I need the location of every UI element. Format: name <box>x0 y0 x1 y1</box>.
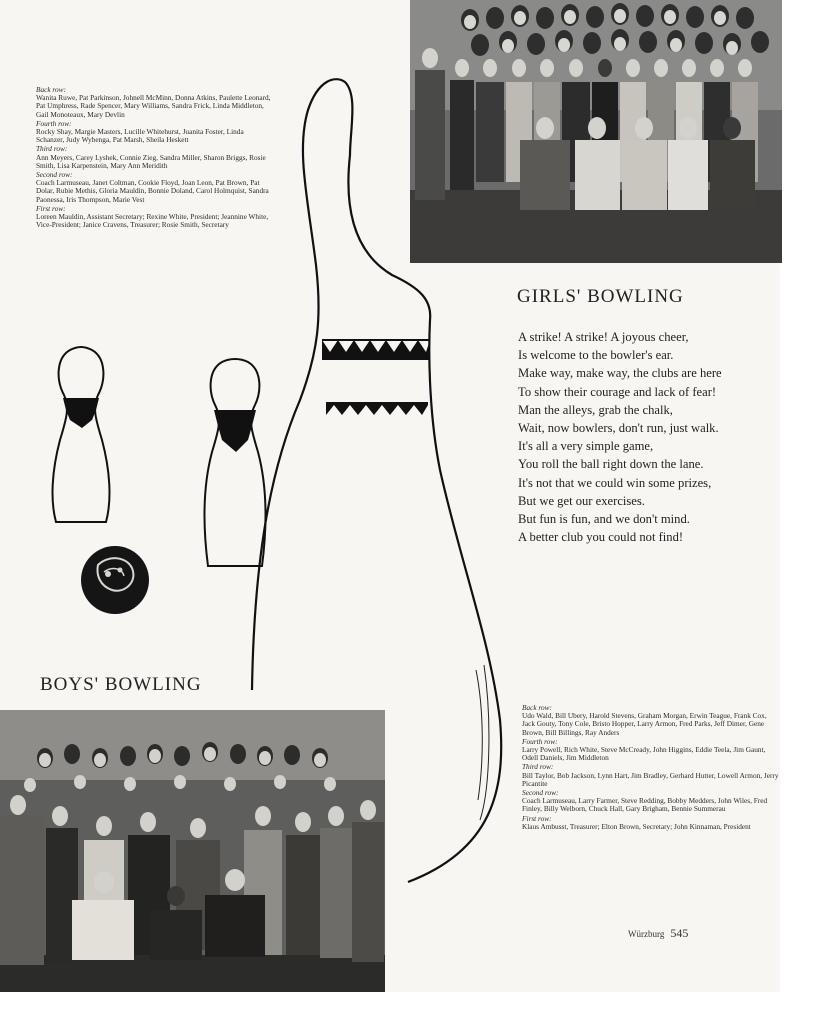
boys-bowling-title: BOYS' BOWLING <box>40 674 202 695</box>
roster-row-label: Back row: <box>522 703 552 712</box>
poem-line: Is welcome to the bowler's ear. <box>518 348 674 363</box>
poem-line: Make way, make way, the clubs are here <box>518 366 722 381</box>
roster-row-label: Fourth row: <box>36 118 72 128</box>
roster-row-label: Third row: <box>522 762 554 772</box>
poem-line: Man the alleys, grab the chalk, <box>518 402 673 417</box>
page-number: 545 <box>670 926 689 940</box>
roster-row-names: Udo Wald, Bill Ubery, Harold Stevens, Graham Morgan, Erwin Teague, Frank Cox, Jack Gouty, Tony Cole, Bristo Hopper, Larry Armon, Fred Parks, Jeff Dimer, Gene Brown, Bill Billings, Ray Anders <box>522 711 767 737</box>
roster-row-label: Second row: <box>36 170 73 180</box>
poem-line: It's not that we could win some prizes, <box>518 475 712 490</box>
boys-bowling-photo <box>0 710 385 992</box>
roster-row-names: Rocky Shay, Margie Masters, Lucille Whitehurst, Juanita Foster, Linda Schanzer, Judy Wybenga, Pat Marsh, Sheila Heskett <box>36 127 244 145</box>
poem-line: A strike! A strike! A joyous cheer, <box>518 330 689 344</box>
poem-line: To show their courage and lack of fear! <box>518 384 717 399</box>
page-bottom-margin <box>0 992 780 1024</box>
girls-bowling-photo <box>410 0 782 263</box>
roster-row-names: Wanita Ruwe, Pat Parkinson, Johnell McMinn, Donna Atkins, Paulette Leonard, Pat Umphress, Rade Spencer, Mary Williams, Sandra Frick, Linda Middleton, Gail Monoteaux, Mary Devlin <box>36 93 271 119</box>
boys-roster-caption <box>522 704 780 832</box>
girls-bowling-title: GIRLS' BOWLING <box>517 286 684 307</box>
roster-row-label: First row: <box>36 203 66 213</box>
roster-row-label: Third row: <box>36 144 68 154</box>
poem-line: But fun is fun, and we don't mind. <box>518 512 690 527</box>
roster-row-names: Ann Meyers, Carey Lyshek, Connie Zieg, Sandra Miller, Sharon Briggs, Rosie Smith, Lisa Karpenstein, Mary Ann Meridith <box>36 152 266 170</box>
poem-line: A better club you could not find! <box>518 530 684 545</box>
roster-row-label: Fourth row: <box>522 736 558 746</box>
roster-row-names: Coach Larmuseau, Larry Farmer, Steve Redding, Bobby Medders, John Wiles, Fred Finley, Billy Welborn, Chuck Hall, Gary Brigham, Bennie Summerau <box>522 796 768 814</box>
roster-row-names: Larry Powell, Rich White, Steve McCready, John Higgins, Eddie Teela, Jim Gaunt, Odell Daniels, Jim Middleton <box>522 745 766 763</box>
poem-line: You roll the ball right down the lane. <box>518 457 704 472</box>
roster-row-names: Bill Taylor, Bob Jackson, Lynn Hart, Jim Bradley, Gerhard Hutter, Lowell Armon, Jerry Picantite <box>522 770 779 788</box>
poem-line: But we get our exercises. <box>518 493 645 508</box>
page-folio <box>628 926 688 941</box>
roster-row-label: Back row: <box>36 85 66 94</box>
roster-row-label: First row: <box>522 813 552 823</box>
page-margin <box>780 0 840 1024</box>
roster-row-label: Second row: <box>522 788 559 798</box>
poem-line: Wait, now bowlers, don't run, just walk. <box>518 421 719 436</box>
poem-line: It's all a very simple game, <box>518 439 654 454</box>
girls-roster-caption <box>36 86 272 230</box>
school-name: Würzburg <box>628 929 665 939</box>
girls-bowling-poem <box>518 328 722 546</box>
roster-row-names: Klaus Ambusst, Treasurer; Elton Brown, Secretary; John Kinnaman, President <box>522 821 751 831</box>
roster-row-names: Loreen Mauldin, Assistant Secretary; Rexine White, President; Jeannine White, Vice-President; Janice Cravens, Treasurer; Rosie Smith, Secretary <box>36 212 269 230</box>
roster-row-names: Coach Larmuseau, Janet Coltman, Cookie Floyd, Joan Leon, Pat Brown, Pat Dolar, Rubie Methis, Gloria Mauldin, Bonnie Doland, Carol Holmquist, Sandra Paonessa, Iris Thompson, Marie Vest <box>36 178 269 204</box>
